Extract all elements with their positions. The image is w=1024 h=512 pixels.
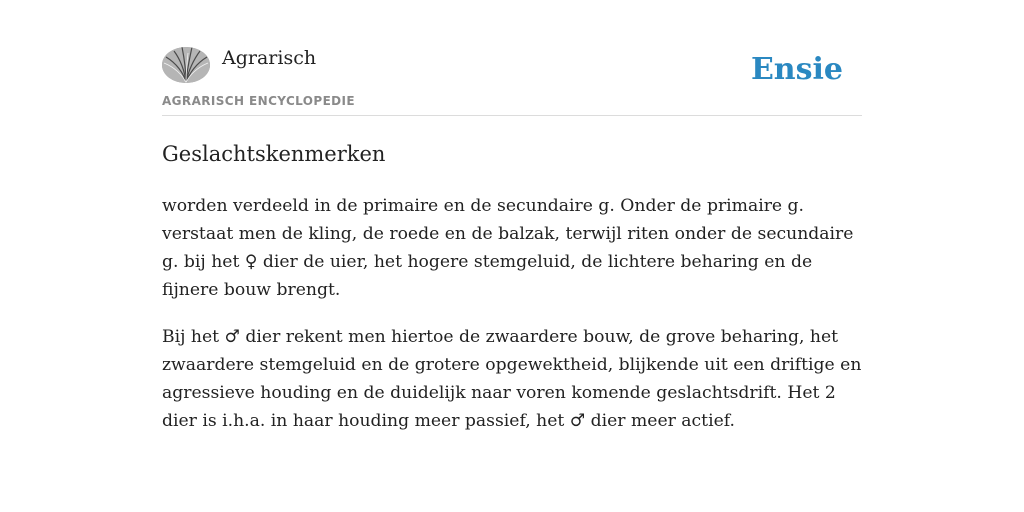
article-paragraph-1: worden verdeeld in de primaire en de secundaire g. Onder de primaire g. verstaat men de kling, de roede en de balzak, terwijl riten onder de secundaire g. bij het ♀ dier de uier, het hogere stemgeluid, de lichtere beharing en de fijnere bouw brengt. (162, 196, 854, 300)
brand-logo-link[interactable]: Ensie (750, 52, 843, 87)
article-paragraph-2: Bij het ♂ dier rekent men hiertoe de zwaardere bouw, de grove beharing, het zwaardere stemgeluid en de grotere opgewektheid, blijkende uit een driftige en agressieve houding en de duidelijk naar voren komende geslachtsdrift. Het 2 dier is i.h.a. in haar houding meer passief, het ♂ dier meer actief. (162, 327, 862, 431)
article-body (162, 192, 862, 454)
article-title: Geslachtskenmerken (162, 142, 386, 166)
wheat-grass-icon[interactable] (162, 47, 210, 83)
site-title-link[interactable]: Agrarisch (222, 47, 317, 69)
page-container (162, 0, 862, 431)
site-header (162, 0, 862, 116)
site-subtitle: AGRARISCH ENCYCLOPEDIE (162, 94, 355, 108)
